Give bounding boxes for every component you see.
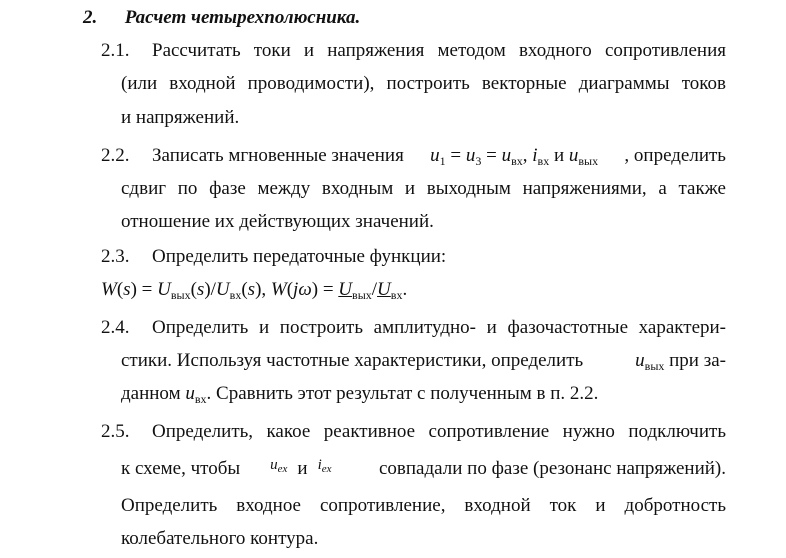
var-u: u — [185, 383, 195, 404]
var-U: U — [157, 279, 171, 300]
slash: / — [371, 279, 378, 300]
paren: ) — [255, 279, 262, 300]
var-U: U — [377, 279, 391, 300]
section-title: Расчет четырехполюсника. — [124, 7, 361, 28]
item-2-5-line-2 — [121, 458, 726, 485]
var-u: u — [465, 145, 476, 166]
text-fragment: к схеме, чтобы — [121, 458, 241, 479]
text-fragment: стики. Используя частотные характеристики, определить — [121, 350, 584, 371]
var-W: W — [270, 279, 287, 300]
item-2-4-line-3 — [121, 383, 598, 410]
paren: ) — [130, 279, 137, 300]
paren: ( — [241, 279, 248, 300]
item-2-5-line-3: Определить входное сопротивление, входной ток и добротность — [121, 495, 726, 516]
sub-vx: вх — [537, 154, 550, 168]
item-number: 2.1. — [101, 40, 130, 61]
sub-1: 1 — [439, 154, 446, 168]
sub-vyh: вых — [352, 288, 372, 302]
period: . — [402, 279, 408, 300]
item-text: Рассчитать токи и напряжения методом входного сопротивления — [152, 40, 726, 61]
sub-vyh: вых — [578, 154, 599, 168]
item-text: Определить, какое реактивное сопротивление нужно подключить — [152, 421, 726, 442]
var-U: U — [215, 279, 230, 300]
item-2-4-line-2 — [121, 350, 726, 377]
text-fragment: при за- — [664, 350, 726, 371]
conj-and: и — [297, 458, 308, 479]
item-2-2-line-2: сдвиг по фазе между входным и выходным напряжениями, а также — [121, 178, 726, 199]
complex-U-vyh — [338, 279, 371, 300]
var-i: i — [532, 145, 538, 166]
item-text: Определить передаточные функции: — [152, 246, 447, 267]
sub-ex: ex — [277, 463, 288, 475]
u-vyh-expression — [635, 350, 726, 377]
item-number: 2.5. — [101, 421, 130, 442]
i-ex-expression — [318, 454, 332, 480]
section-number: 2. — [83, 7, 98, 28]
sub-vx: вх — [194, 392, 207, 406]
item-2-5-line-4: колебательного контура. — [121, 528, 319, 549]
var-u: u — [635, 350, 645, 371]
eq-sign: = — [481, 145, 502, 166]
sub-vx: вх — [511, 154, 523, 168]
paren: ) — [204, 279, 211, 300]
var-jw: jω — [293, 279, 312, 300]
paren: ) — [311, 279, 319, 300]
sub-vyh: вых — [170, 288, 191, 302]
text-fragment: совпадали по фазе (резонанс напряжений). — [378, 458, 726, 479]
var-s: s — [196, 279, 205, 300]
item-2-4-line-1 — [101, 317, 726, 339]
paren: ( — [286, 279, 294, 300]
var-s: s — [247, 279, 256, 300]
var-s: s — [123, 279, 131, 300]
item-2-5-line-1 — [101, 421, 726, 443]
comma: , — [522, 145, 533, 166]
text-fragment: , определить — [624, 145, 726, 166]
sub-3: 3 — [475, 154, 482, 168]
var-u: u — [568, 145, 579, 166]
u-ex-expression — [270, 454, 287, 480]
item-2-2-line-1 — [101, 145, 726, 172]
item-number: 2.2. — [101, 145, 130, 166]
sub-vx: вх — [229, 288, 242, 302]
text-fragment: Записать мгновенные значения — [152, 145, 404, 166]
item-2-3-line-1 — [101, 246, 446, 268]
paren: ( — [116, 279, 124, 300]
paren: ( — [190, 279, 197, 300]
complex-U-vx — [377, 279, 402, 300]
var-u: u — [270, 457, 278, 473]
instant-values-expression — [430, 145, 598, 172]
var-u: u — [501, 145, 512, 166]
transfer-function-formula — [101, 279, 407, 306]
item-2-1-line-2: (или входной проводимости), построить векторные диаграммы токов — [121, 73, 726, 94]
item-text: Определить и построить амплитудно- и фазочастотные характери- — [152, 317, 726, 338]
var-U: U — [338, 279, 353, 300]
item-2-1-line-3: и напряжений. — [121, 107, 240, 128]
eq-sign: = — [136, 279, 158, 300]
item-2-2-line-1-text — [152, 145, 726, 172]
item-2-2-line-3: отношение их действующих значений. — [121, 211, 434, 232]
eq-sign: = — [445, 145, 466, 166]
conj-and: и — [549, 145, 569, 166]
item-number: 2.3. — [101, 246, 130, 267]
var-W: W — [101, 279, 117, 300]
item-2-1-line-1 — [101, 40, 726, 62]
text-fragment: данном — [121, 383, 186, 404]
var-i: i — [317, 457, 322, 473]
sub-vyh: вых — [644, 359, 665, 373]
item-number: 2.4. — [101, 317, 130, 338]
comma: , — [261, 279, 271, 300]
eq-sign: = — [318, 279, 339, 300]
slash: / — [210, 279, 216, 300]
sub-vx: вх — [390, 288, 403, 302]
text-fragment: . Сравнить этот результат с полученным в п. 2.2. — [206, 383, 599, 404]
section-heading — [83, 7, 360, 29]
sub-ex: ex — [321, 463, 332, 475]
var-u: u — [430, 145, 440, 166]
